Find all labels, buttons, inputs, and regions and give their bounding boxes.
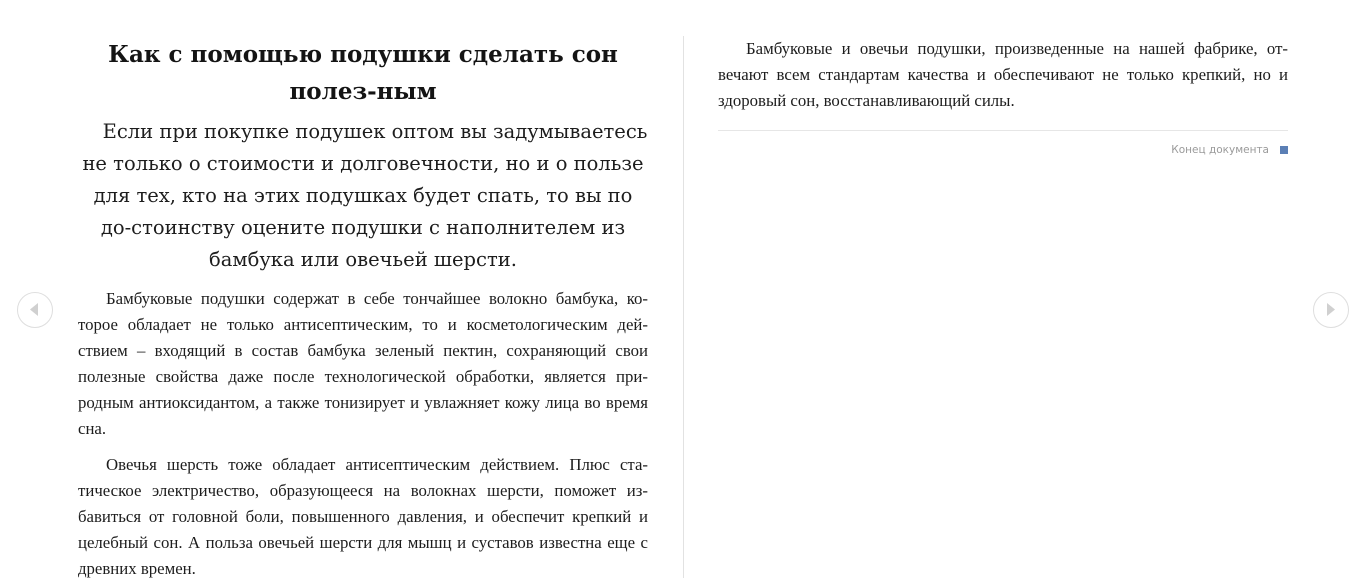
body-paragraph-factory: Бамбуковые и овечьи подушки, произведенные на нашей фабрике, от-вечают всем стандартам качества и обеспечивают не только крепкий, но и здоровый сон, восстанавливающий силы. [718, 39, 1288, 110]
end-of-document-label: Конец документа [1171, 144, 1269, 156]
document-title: Как с помощью подушки сделать сон полез-ным [108, 41, 618, 105]
chevron-right-icon [1314, 293, 1347, 326]
right-page [718, 36, 1288, 156]
body-paragraph-wool: Овечья шерсть тоже обладает антисептическим действием. Плюс ста-тическое электричество, образующееся на волокнах шерсти, поможет из-бавиться от головной боли, повышенного давления, и обеспечит крепкий и целебный сон. А польза овечьей шерсти для мышц и суставов известна еще с древних времен. [78, 455, 648, 578]
next-page-button[interactable] [1313, 292, 1349, 328]
left-page [78, 36, 648, 578]
end-of-document [718, 144, 1288, 156]
end-marker-icon [1280, 146, 1288, 154]
lead-paragraph: Если при покупке подушек оптом вы задумываетесь не только о стоимости и долговечности, но и о пользе для тех, кто на этих подушках будет спать, то вы по до-стоинству оцените подушки с наполнителем из бамбука или овечьей шерсти. [82, 120, 648, 271]
end-rule [718, 130, 1288, 131]
page-divider [683, 36, 684, 578]
chevron-left-icon [18, 293, 51, 326]
body-paragraph-bamboo: Бамбуковые подушки содержат в себе тончайшее волокно бамбука, ко-торое обладает не только антисептическим, то и косметологическим дей-ствием – входящий в состав бамбука зеленый пектин, сохраняющий свои полезные свойства даже после технологической обработки, является при-родным антиоксидантом, а также тонизирует и увлажняет кожу лица во время сна. [78, 289, 648, 438]
previous-page-button[interactable] [17, 292, 53, 328]
